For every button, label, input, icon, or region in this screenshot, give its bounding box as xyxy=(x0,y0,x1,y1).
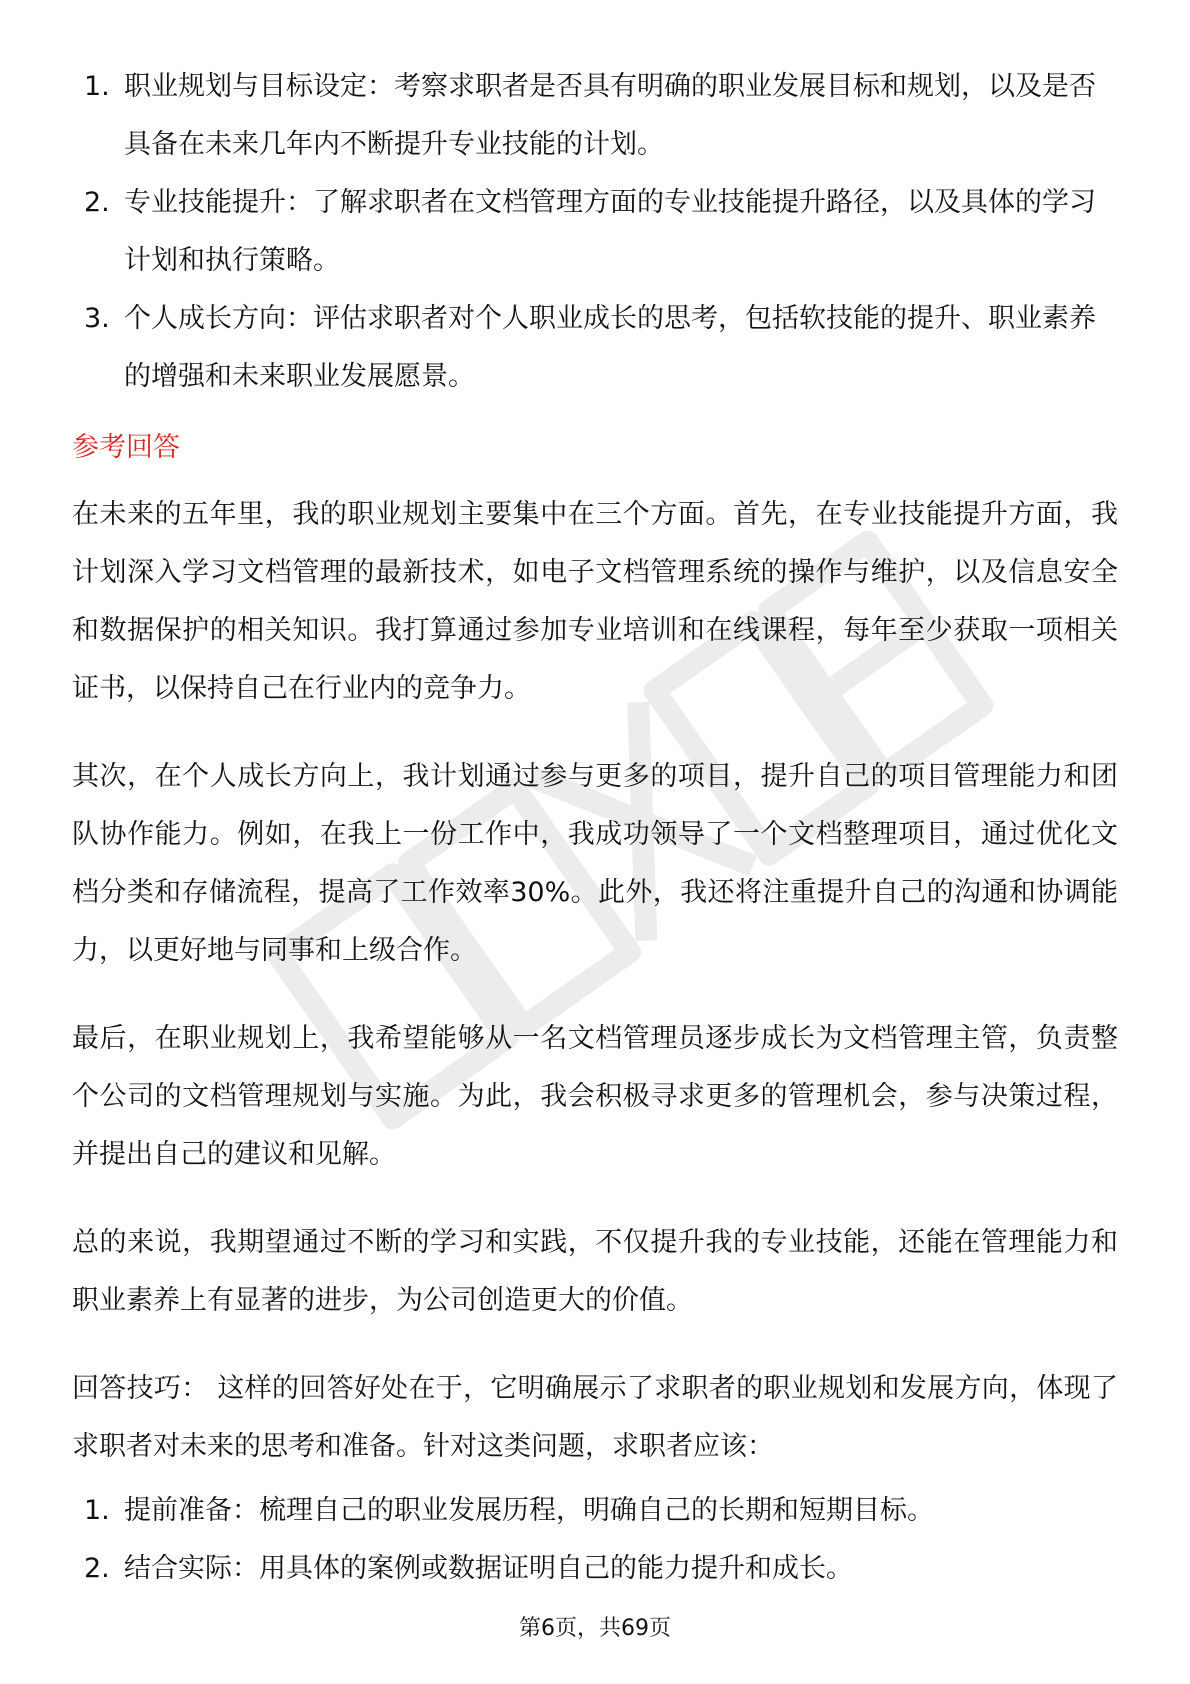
list-number: 2. xyxy=(84,1553,110,1584)
list-item xyxy=(72,1482,1118,1540)
answer-paragraph: 最后，在职业规划上，我希望能够从一名文档管理员逐步成长为文档管理主管，负责整个公司的文档管理规划与实施。为此，我会积极寻求更多的管理机会，参与决策过程，并提出自己的建议和见解。 xyxy=(72,1023,1118,1170)
reference-answer-heading: 参考回答 xyxy=(72,432,180,463)
list-item xyxy=(72,1540,1118,1598)
list-text: 专业技能提升：了解求职者在文档管理方面的专业技能提升路径，以及具体的学习计划和执行策略。 xyxy=(124,187,1096,276)
tips-list xyxy=(72,1482,1118,1598)
list-item xyxy=(72,58,1118,174)
list-text: 职业规划与目标设定：考察求职者是否具有明确的职业发展目标和规划，以及是否具备在未来几年内不断提升专业技能的计划。 xyxy=(124,71,1096,160)
list-number: 2. xyxy=(84,187,110,218)
evaluation-points-list xyxy=(72,58,1118,406)
content-area xyxy=(72,58,1118,1598)
answer-paragraph: 总的来说，我期望通过不断的学习和实践，不仅提升我的专业技能，还能在管理能力和职业素养上有显著的进步，为公司创造更大的价值。 xyxy=(72,1227,1118,1316)
answer-paragraph: 在未来的五年里，我的职业规划主要集中在三个方面。首先，在专业技能提升方面，我计划深入学习文档管理的最新技术，如电子文档管理系统的操作与维护，以及信息安全和数据保护的相关知识。我打算通过参加专业培训和在线课程，每年至少获取一项相关证书，以保持自己在行业内的竞争力。 xyxy=(72,499,1118,704)
list-item xyxy=(72,174,1118,290)
answer-tips-paragraph: 回答技巧： 这样的回答好处在于，它明确展示了求职者的职业规划和发展方向，体现了求职者对未来的思考和准备。针对这类问题，求职者应该： xyxy=(72,1373,1118,1462)
list-number: 1. xyxy=(84,71,110,102)
list-number: 1. xyxy=(84,1495,110,1526)
list-text: 个人成长方向：评估求职者对个人职业成长的思考，包括软技能的提升、职业素养的增强和未来职业发展愿景。 xyxy=(124,303,1096,392)
list-number: 3. xyxy=(84,303,110,334)
list-text: 结合实际：用具体的案例或数据证明自己的能力提升和成长。 xyxy=(124,1553,853,1584)
list-item xyxy=(72,290,1118,406)
answer-paragraph: 其次，在个人成长方向上，我计划通过参与更多的项目，提升自己的项目管理能力和团队协作能力。例如，在我上一份工作中，我成功领导了一个文档整理项目，通过优化文档分类和存储流程，提高了工作效率30%。此外，我还将注重提升自己的沟通和协调能力，以更好地与同事和上级合作。 xyxy=(72,761,1118,966)
page-number-footer: 第6页，共69页 xyxy=(519,1616,671,1641)
list-text: 提前准备：梳理自己的职业发展历程，明确自己的长期和短期目标。 xyxy=(124,1495,934,1526)
